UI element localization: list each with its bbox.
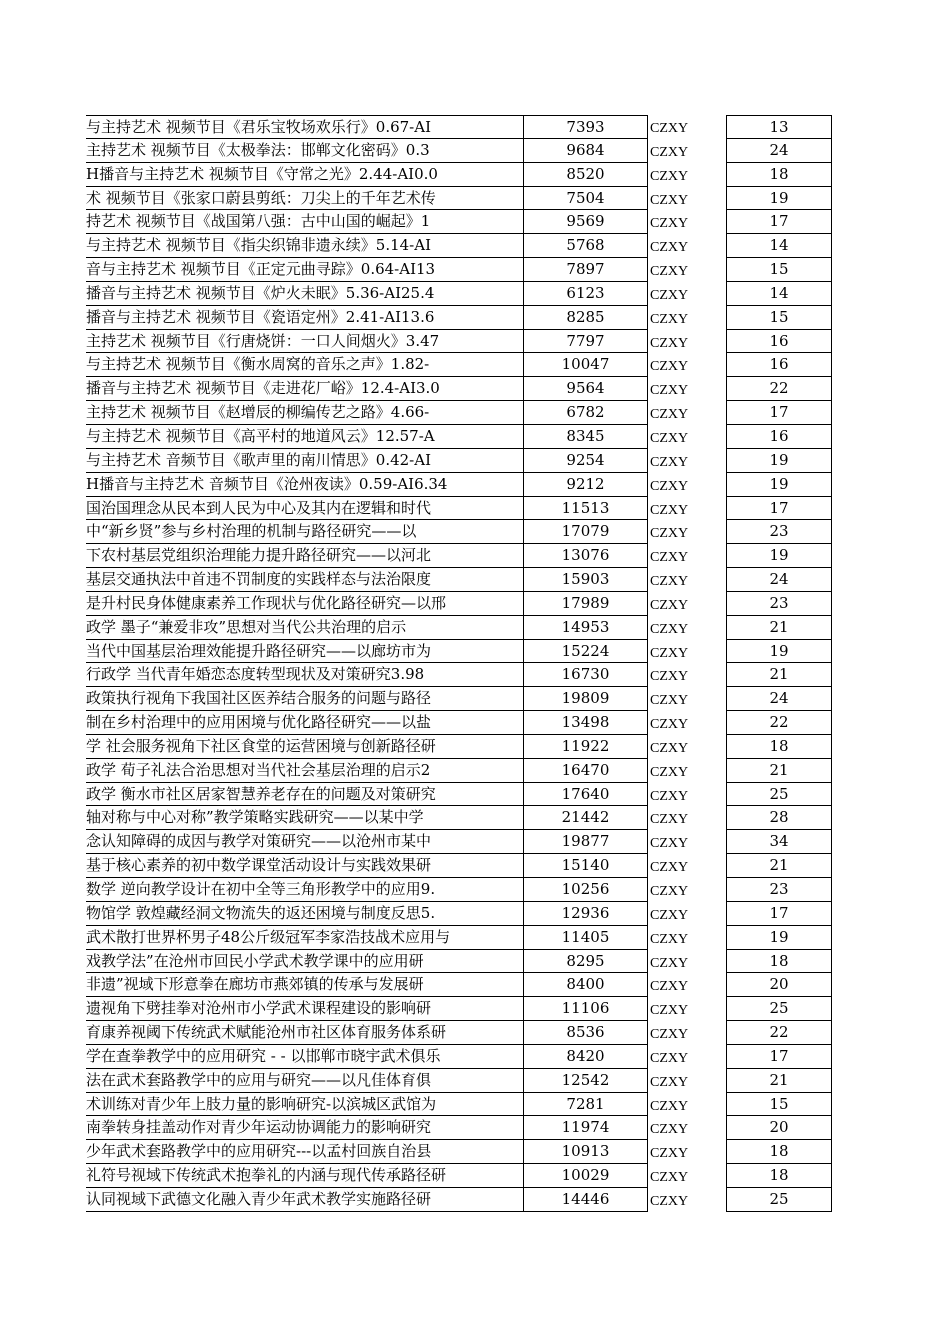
table-row (0, 616, 950, 640)
code-cell[interactable]: CZXY (650, 860, 689, 876)
count-cell[interactable]: 11922 (524, 735, 648, 759)
table-row (0, 330, 950, 354)
table-row (0, 759, 950, 783)
table-row (0, 711, 950, 735)
title-cell[interactable]: 政学 衡水市社区居家智慧养老存在的问题及对策研究 (86, 783, 524, 807)
code-cell[interactable]: CZXY (650, 1170, 689, 1186)
number-cell[interactable]: 15 (726, 1093, 832, 1117)
title-cell[interactable]: 主持艺术 视频节目《赵增辰的柳编传艺之路》4.66- (86, 401, 524, 425)
code-cell[interactable]: CZXY (650, 621, 689, 637)
title-cell[interactable]: 物馆学 敦煌藏经洞文物流失的返还困境与制度反思5. (86, 902, 524, 926)
table-row (0, 806, 950, 830)
table-row (0, 234, 950, 258)
code-cell[interactable]: CZXY (650, 1074, 689, 1090)
count-cell[interactable]: 8285 (524, 306, 648, 330)
number-cell[interactable]: 18 (726, 735, 832, 759)
number-cell[interactable]: 16 (726, 353, 832, 377)
count-cell[interactable]: 15224 (524, 640, 648, 664)
title-cell[interactable]: 武术散打世界杯男子48公斤级冠军李家浩技战术应用与 (86, 926, 524, 950)
code-cell[interactable]: CZXY (650, 144, 689, 160)
count-cell[interactable]: 7504 (524, 187, 648, 211)
count-cell[interactable]: 9569 (524, 210, 648, 234)
title-cell[interactable]: 念认知障碍的成因与教学对策研究——以沧州市某中 (86, 830, 524, 854)
table-row (0, 1045, 950, 1069)
code-cell[interactable]: CZXY (650, 1003, 689, 1019)
title-cell[interactable]: 政学 荀子礼法合治思想对当代社会基层治理的启示2 (86, 759, 524, 783)
title-cell[interactable]: 术 视频节目《张家口蔚县剪纸：刀尖上的千年艺术传 (86, 187, 524, 211)
code-cell[interactable]: CZXY (650, 717, 689, 733)
spreadsheet-table (0, 115, 950, 1212)
title-cell[interactable]: 数学 逆向教学设计在初中全等三角形教学中的应用9. (86, 878, 524, 902)
count-cell[interactable]: 16470 (524, 759, 648, 783)
title-cell[interactable]: 主持艺术 视频节目《行唐烧饼：一口人间烟火》3.47 (86, 330, 524, 354)
table-row (0, 187, 950, 211)
title-cell[interactable]: 是升村民身体健康素养工作现状与优化路径研究—以邢 (86, 592, 524, 616)
code-cell[interactable]: CZXY (650, 287, 689, 303)
number-cell[interactable]: 19 (726, 449, 832, 473)
number-cell[interactable]: 21 (726, 854, 832, 878)
code-cell[interactable]: CZXY (650, 478, 689, 494)
title-cell[interactable]: 政学 墨子“兼爱非攻”思想对当代公共治理的启示 (86, 616, 524, 640)
title-cell[interactable]: 国治国理念从民本到人民为中心及其内在逻辑和时代 (86, 497, 524, 521)
count-cell[interactable]: 17079 (524, 520, 648, 544)
table-row (0, 830, 950, 854)
number-cell[interactable]: 23 (726, 592, 832, 616)
count-cell[interactable]: 7897 (524, 258, 648, 282)
title-cell[interactable]: 少年武术套路教学中的应用研究---以孟村回族自治县 (86, 1140, 524, 1164)
table-row (0, 282, 950, 306)
title-cell[interactable]: 政策执行视角下我国社区医养结合服务的问题与路径 (86, 687, 524, 711)
count-cell[interactable]: 9212 (524, 473, 648, 497)
code-cell[interactable]: CZXY (650, 264, 689, 280)
title-cell[interactable]: 戏教学法”在沧州市回民小学武术教学课中的应用研 (86, 950, 524, 974)
table-row (0, 401, 950, 425)
number-cell[interactable]: 18 (726, 1164, 832, 1188)
number-cell[interactable]: 18 (726, 163, 832, 187)
count-cell[interactable]: 7281 (524, 1093, 648, 1117)
code-cell[interactable]: CZXY (650, 693, 689, 709)
table-row (0, 449, 950, 473)
title-cell[interactable]: H播音与主持艺术 音频节目《沧州夜读》0.59-AI6.34 (86, 473, 524, 497)
table-row (0, 735, 950, 759)
code-cell[interactable]: CZXY (650, 884, 689, 899)
table-row (0, 544, 950, 568)
title-cell[interactable]: 基层交通执法中首违不罚制度的实践样态与法治限度 (86, 568, 524, 592)
code-cell[interactable]: CZXY (650, 502, 689, 518)
number-cell[interactable]: 17 (726, 210, 832, 234)
number-cell[interactable]: 25 (726, 997, 832, 1021)
number-cell[interactable]: 25 (726, 1188, 832, 1212)
count-cell[interactable]: 8520 (524, 163, 648, 187)
table-row (0, 163, 950, 187)
title-cell[interactable]: 与主持艺术 视频节目《衡水周窝的音乐之声》1.82- (86, 353, 524, 377)
code-cell[interactable]: CZXY (650, 1027, 689, 1043)
count-cell[interactable]: 5768 (524, 234, 648, 258)
code-cell[interactable]: CZXY (650, 669, 689, 685)
table-row (0, 902, 950, 926)
code-cell[interactable]: CZXY (650, 1122, 689, 1138)
count-cell[interactable]: 9684 (524, 139, 648, 163)
table-row (0, 139, 950, 163)
code-cell[interactable]: CZXY (650, 526, 689, 542)
number-cell[interactable]: 21 (726, 1069, 832, 1093)
code-cell[interactable]: CZXY (650, 407, 689, 423)
table-row (0, 663, 950, 687)
count-cell[interactable]: 21442 (524, 806, 648, 830)
title-cell[interactable]: 与主持艺术 视频节目《高平村的地道风云》12.57-A (86, 425, 524, 449)
table-row (0, 1116, 950, 1140)
count-cell[interactable]: 8536 (524, 1021, 648, 1045)
title-cell[interactable]: 播音与主持艺术 视频节目《走进花厂峪》12.4-AI3.0 (86, 377, 524, 401)
title-cell[interactable]: 非遗”视域下形意拳在廊坊市燕郊镇的传承与发展研 (86, 973, 524, 997)
count-cell[interactable]: 6782 (524, 401, 648, 425)
number-cell[interactable]: 13 (726, 115, 832, 139)
code-cell[interactable]: CZXY (650, 335, 689, 351)
code-cell[interactable]: CZXY (650, 240, 689, 256)
code-cell[interactable]: CZXY (650, 574, 689, 590)
count-cell[interactable]: 19877 (524, 830, 648, 854)
number-cell[interactable]: 17 (726, 902, 832, 926)
code-cell[interactable]: CZXY (650, 645, 689, 661)
table-row (0, 1093, 950, 1117)
title-cell[interactable]: 行政学 当代青年婚恋态度转型现状及对策研究3.98 (86, 663, 524, 687)
count-cell[interactable]: 8295 (524, 950, 648, 974)
code-cell[interactable]: CZXY (650, 121, 689, 136)
code-cell[interactable]: CZXY (650, 955, 689, 971)
table-row (0, 1140, 950, 1164)
code-cell[interactable]: CZXY (650, 359, 689, 375)
count-cell[interactable]: 6123 (524, 282, 648, 306)
code-cell[interactable]: CZXY (650, 597, 689, 613)
table-row (0, 950, 950, 974)
number-cell[interactable]: 22 (726, 1021, 832, 1045)
table-row (0, 973, 950, 997)
title-cell[interactable]: 与主持艺术 视频节目《君乐宝牧场欢乐行》0.67-AI (86, 115, 524, 139)
number-cell[interactable]: 19 (726, 473, 832, 497)
number-cell[interactable]: 19 (726, 926, 832, 950)
count-cell[interactable]: 15903 (524, 568, 648, 592)
number-cell[interactable]: 23 (726, 520, 832, 544)
code-cell[interactable]: CZXY (650, 216, 689, 232)
table-row (0, 520, 950, 544)
table-row (0, 997, 950, 1021)
count-cell[interactable]: 8420 (524, 1045, 648, 1069)
title-cell[interactable]: 音与主持艺术 视频节目《正定元曲寻踪》0.64-AI13 (86, 258, 524, 282)
title-cell[interactable]: 南拳转身挂盖动作对青少年运动协调能力的影响研究 (86, 1116, 524, 1140)
table-row (0, 1164, 950, 1188)
count-cell[interactable]: 8400 (524, 973, 648, 997)
code-cell[interactable]: CZXY (650, 812, 689, 828)
title-cell[interactable]: 制在乡村治理中的应用困境与优化路径研究——以盐 (86, 711, 524, 735)
table-row (0, 306, 950, 330)
title-cell[interactable]: 中“新乡贤”参与乡村治理的机制与路径研究——以 (86, 520, 524, 544)
code-cell[interactable]: CZXY (650, 168, 689, 184)
code-cell[interactable]: CZXY (650, 979, 689, 995)
table-row (0, 473, 950, 497)
table-row (0, 377, 950, 401)
count-cell[interactable]: 11106 (524, 997, 648, 1021)
number-cell[interactable]: 21 (726, 759, 832, 783)
table-row (0, 592, 950, 616)
code-cell[interactable]: CZXY (650, 907, 689, 923)
title-cell[interactable]: 下农村基层党组织治理能力提升路径研究——以河北 (86, 544, 524, 568)
number-cell[interactable]: 18 (726, 950, 832, 974)
count-cell[interactable]: 14953 (524, 616, 648, 640)
number-cell[interactable]: 25 (726, 783, 832, 807)
count-cell[interactable]: 12542 (524, 1069, 648, 1093)
number-cell[interactable]: 19 (726, 187, 832, 211)
table-row (0, 497, 950, 521)
number-cell[interactable]: 20 (726, 973, 832, 997)
count-cell[interactable]: 10047 (524, 353, 648, 377)
table-row (0, 258, 950, 282)
number-cell[interactable]: 16 (726, 330, 832, 354)
number-cell[interactable]: 34 (726, 830, 832, 854)
count-cell[interactable]: 16730 (524, 663, 648, 687)
number-cell[interactable]: 17 (726, 401, 832, 425)
code-cell[interactable]: CZXY (650, 1146, 689, 1162)
count-cell[interactable]: 11513 (524, 497, 648, 521)
title-cell[interactable]: 当代中国基层治理效能提升路径研究——以廊坊市为 (86, 640, 524, 664)
count-cell[interactable]: 14446 (524, 1188, 648, 1212)
number-cell[interactable]: 24 (726, 687, 832, 711)
count-cell[interactable]: 9564 (524, 377, 648, 401)
table-row (0, 115, 950, 139)
count-cell[interactable]: 10029 (524, 1164, 648, 1188)
table-row (0, 854, 950, 878)
number-cell[interactable]: 24 (726, 568, 832, 592)
number-cell[interactable]: 16 (726, 425, 832, 449)
number-cell[interactable]: 21 (726, 616, 832, 640)
title-cell[interactable]: 育康养视阈下传统武术赋能沧州市社区体育服务体系研 (86, 1021, 524, 1045)
code-cell[interactable]: CZXY (650, 836, 689, 852)
title-cell[interactable]: 礼符号视域下传统武术抱拳礼的内涵与现代传承路径研 (86, 1164, 524, 1188)
title-cell[interactable]: 术训练对青少年上肢力量的影响研究-以滨城区武馆为 (86, 1093, 524, 1117)
title-cell[interactable]: 遗视角下劈挂拳对沧州市小学武术课程建设的影响研 (86, 997, 524, 1021)
count-cell[interactable]: 13498 (524, 711, 648, 735)
code-cell[interactable]: CZXY (650, 383, 689, 399)
count-cell[interactable]: 17640 (524, 783, 648, 807)
number-cell[interactable]: 14 (726, 282, 832, 306)
number-cell[interactable]: 20 (726, 1116, 832, 1140)
title-cell[interactable]: 播音与主持艺术 视频节目《炉火未眠》5.36-AI25.4 (86, 282, 524, 306)
count-cell[interactable]: 7393 (524, 115, 648, 139)
code-cell[interactable]: CZXY (650, 740, 689, 756)
title-cell[interactable]: 播音与主持艺术 视频节目《瓷语定州》2.41-AI13.6 (86, 306, 524, 330)
table-row (0, 210, 950, 234)
count-cell[interactable]: 15140 (524, 854, 648, 878)
number-cell[interactable]: 19 (726, 640, 832, 664)
count-cell[interactable]: 8345 (524, 425, 648, 449)
title-cell[interactable]: 认同视域下武德文化融入青少年武术教学实施路径研 (86, 1188, 524, 1212)
number-cell[interactable]: 15 (726, 306, 832, 330)
table-row (0, 640, 950, 664)
number-cell[interactable]: 24 (726, 139, 832, 163)
table-row (0, 1069, 950, 1093)
title-cell[interactable]: 与主持艺术 视频节目《指尖织锦非遗永续》5.14-AI (86, 234, 524, 258)
title-cell[interactable]: 学在查拳教学中的应用研究 - - 以邯郸市晓宇武术俱乐 (86, 1045, 524, 1069)
count-cell[interactable]: 17989 (524, 592, 648, 616)
title-cell[interactable]: 基于核心素养的初中数学课堂活动设计与实践效果研 (86, 854, 524, 878)
number-cell[interactable]: 14 (726, 234, 832, 258)
count-cell[interactable]: 10913 (524, 1140, 648, 1164)
table-row (0, 783, 950, 807)
number-cell[interactable]: 23 (726, 878, 832, 902)
table-row (0, 926, 950, 950)
count-cell[interactable]: 11405 (524, 926, 648, 950)
count-cell[interactable]: 13076 (524, 544, 648, 568)
number-cell[interactable]: 15 (726, 258, 832, 282)
table-row (0, 878, 950, 902)
count-cell[interactable]: 7797 (524, 330, 648, 354)
table-row (0, 687, 950, 711)
number-cell[interactable]: 21 (726, 663, 832, 687)
code-cell[interactable]: CZXY (650, 1193, 689, 1209)
code-cell[interactable]: CZXY (650, 454, 689, 470)
code-cell[interactable]: CZXY (650, 1098, 689, 1114)
count-cell[interactable]: 9254 (524, 449, 648, 473)
code-cell[interactable]: CZXY (650, 430, 689, 446)
code-cell[interactable]: CZXY (650, 311, 689, 327)
title-cell[interactable]: 与主持艺术 音频节目《歌声里的南川情思》0.42-AI (86, 449, 524, 473)
table-row (0, 1188, 950, 1212)
title-cell[interactable]: 持艺术 视频节目《战国第八强：古中山国的崛起》1 (86, 210, 524, 234)
title-cell[interactable]: H播音与主持艺术 视频节目《守常之光》2.44-AI0.0 (86, 163, 524, 187)
number-cell[interactable]: 22 (726, 377, 832, 401)
title-cell[interactable]: 轴对称与中心对称”教学策略实践研究——以某中学 (86, 806, 524, 830)
table-row (0, 568, 950, 592)
count-cell[interactable]: 19809 (524, 687, 648, 711)
count-cell[interactable]: 10256 (524, 878, 648, 902)
number-cell[interactable]: 18 (726, 1140, 832, 1164)
count-cell[interactable]: 12936 (524, 902, 648, 926)
title-cell[interactable]: 主持艺术 视频节目《太极拳法：邯郸文化密码》0.3 (86, 139, 524, 163)
table-row (0, 425, 950, 449)
number-cell[interactable]: 17 (726, 497, 832, 521)
number-cell[interactable]: 17 (726, 1045, 832, 1069)
table-row (0, 353, 950, 377)
table-row (0, 1021, 950, 1045)
title-cell[interactable]: 法在武术套路教学中的应用与研究——以凡佳体育俱 (86, 1069, 524, 1093)
code-cell[interactable]: CZXY (650, 550, 689, 566)
title-cell[interactable]: 学 社会服务视角下社区食堂的运营困境与创新路径研 (86, 735, 524, 759)
code-cell[interactable]: CZXY (650, 192, 689, 208)
code-cell[interactable]: CZXY (650, 788, 689, 804)
number-cell[interactable]: 22 (726, 711, 832, 735)
count-cell[interactable]: 11974 (524, 1116, 648, 1140)
number-cell[interactable]: 28 (726, 806, 832, 830)
code-cell[interactable]: CZXY (650, 764, 689, 780)
code-cell[interactable]: CZXY (650, 931, 689, 947)
code-cell[interactable]: CZXY (650, 1050, 689, 1066)
number-cell[interactable]: 19 (726, 544, 832, 568)
